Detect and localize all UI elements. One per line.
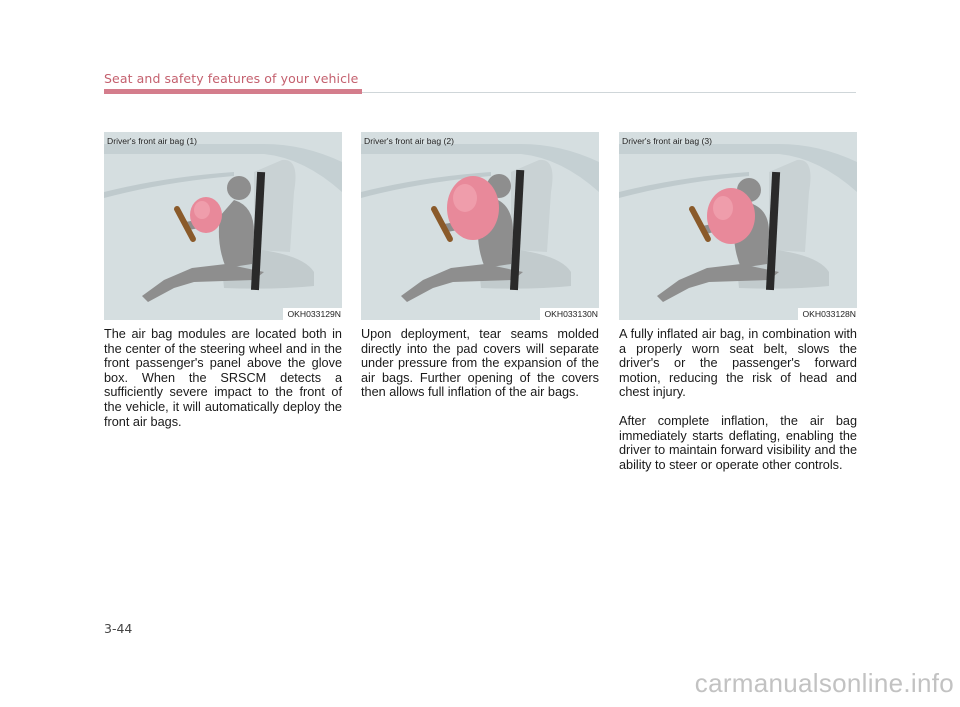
airbag-illustration xyxy=(104,132,342,320)
header-accent-bar xyxy=(104,89,362,94)
figure-airbag-1 xyxy=(104,132,342,320)
airbag-illustration xyxy=(619,132,857,320)
section-title: Seat and safety features of your vehicle xyxy=(104,71,359,86)
paragraph: Upon deployment, tear seams molded directly into the pad covers will separate under pressure from the expansion of the air bags. Further opening of the covers then allows full inflation of the air bags. xyxy=(361,327,599,400)
paragraph: A fully inflated air bag, in combination with a properly worn seat belt, slows the driver's or the passenger's forward motion, reducing the risk of head and chest injury. xyxy=(619,327,857,400)
airbag-illustration xyxy=(361,132,599,320)
figure-code: OKH033130N xyxy=(540,308,599,320)
figure-airbag-2 xyxy=(361,132,599,320)
figure-caption: Driver's front air bag (3) xyxy=(622,136,712,146)
figure-code: OKH033129N xyxy=(283,308,342,320)
text-column-3 xyxy=(619,327,857,486)
paragraph: The air bag modules are located both in the center of the steering wheel and in the front passenger's panel above the glove box. When the SRSCM detects a sufficiently severe impact to the front of the vehicle, it will automatically deploy the front air bags. xyxy=(104,327,342,429)
page-number: 3-44 xyxy=(104,621,133,636)
figure-code: OKH033128N xyxy=(798,308,857,320)
watermark: carmanualsonline.info xyxy=(694,668,954,698)
paragraph: After complete inflation, the air bag immediately starts deflating, enabling the driver to maintain forward visibility and the ability to steer or operate other controls. xyxy=(619,413,857,472)
figure-caption: Driver's front air bag (2) xyxy=(364,136,454,146)
text-column-2 xyxy=(361,327,599,414)
text-column-1 xyxy=(104,327,342,443)
figure-caption: Driver's front air bag (1) xyxy=(107,136,197,146)
figure-airbag-3 xyxy=(619,132,857,320)
header-divider xyxy=(362,92,856,93)
